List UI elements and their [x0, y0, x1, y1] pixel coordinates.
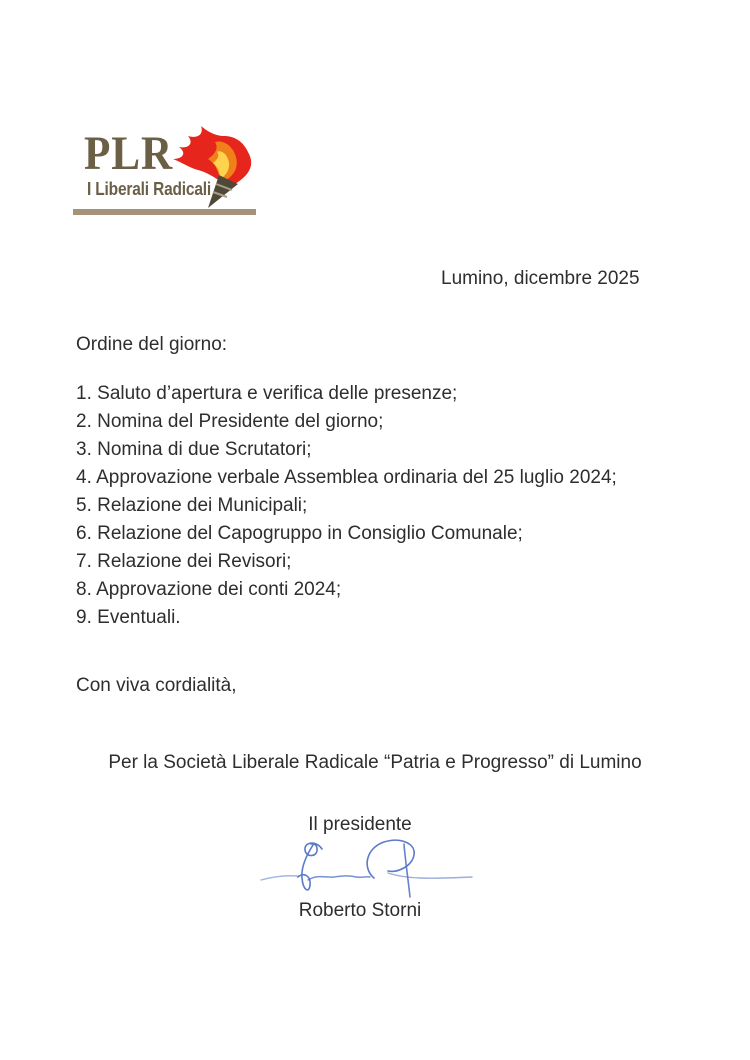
agenda-item	[76, 464, 617, 492]
signature-stroke	[388, 873, 472, 878]
dateline: Lumino, dicembre 2025	[441, 268, 640, 289]
agenda-item	[76, 520, 617, 548]
handwritten-signature	[258, 836, 478, 900]
agenda-item-text: Approvazione verbale Assemblea ordinaria del 25 luglio 2024;	[96, 467, 617, 488]
agenda-item-number: 4.	[76, 467, 92, 488]
agenda-list	[76, 380, 617, 632]
signature-stroke	[404, 844, 410, 897]
agenda-item-text: Relazione del Capogruppo in Consiglio Comunale;	[97, 523, 523, 544]
agenda-item-number: 5.	[76, 495, 92, 516]
logo-subtitle: I Liberali Radicali	[87, 179, 212, 199]
agenda-item	[76, 576, 617, 604]
logo-underline	[73, 209, 256, 215]
agenda-item	[76, 548, 617, 576]
agenda-item-text: Relazione dei Municipali;	[97, 495, 308, 516]
agenda-item	[76, 604, 617, 632]
agenda-item-text: Eventuali.	[97, 607, 181, 628]
agenda-item-text: Nomina di due Scrutatori;	[97, 439, 312, 460]
signature-name: Roberto Storni	[298, 900, 422, 921]
signature-stroke	[261, 876, 298, 880]
logo-acronym: PLR	[84, 127, 174, 180]
agenda-item-number: 9.	[76, 607, 92, 628]
closing-salutation: Con viva cordialità,	[76, 675, 237, 696]
agenda-item-number: 8.	[76, 579, 92, 600]
signature-role: Il presidente	[308, 814, 412, 835]
agenda-item-number: 1.	[76, 383, 92, 404]
agenda-item-number: 2.	[76, 411, 92, 432]
plr-logo	[73, 126, 263, 218]
agenda-item	[76, 408, 617, 436]
torch-flame-icon	[168, 126, 256, 216]
agenda-item-number: 6.	[76, 523, 92, 544]
agenda-item-text: Relazione dei Revisori;	[97, 551, 292, 572]
agenda-heading: Ordine del giorno:	[76, 334, 228, 355]
organization-line: Per la Società Liberale Radicale “Patria e Progresso” di Lumino	[108, 752, 642, 773]
agenda-item-text: Approvazione dei conti 2024;	[96, 579, 342, 600]
agenda-item-text: Saluto d’apertura e verifica delle presenze;	[97, 383, 458, 404]
agenda-item	[76, 380, 617, 408]
agenda-item-text: Nomina del Presidente del giorno;	[97, 411, 384, 432]
flame-red-shape	[173, 126, 251, 185]
agenda-item-number: 3.	[76, 439, 92, 460]
signature-stroke	[308, 876, 370, 880]
agenda-item	[76, 436, 617, 464]
agenda-item	[76, 492, 617, 520]
agenda-item-number: 7.	[76, 551, 92, 572]
